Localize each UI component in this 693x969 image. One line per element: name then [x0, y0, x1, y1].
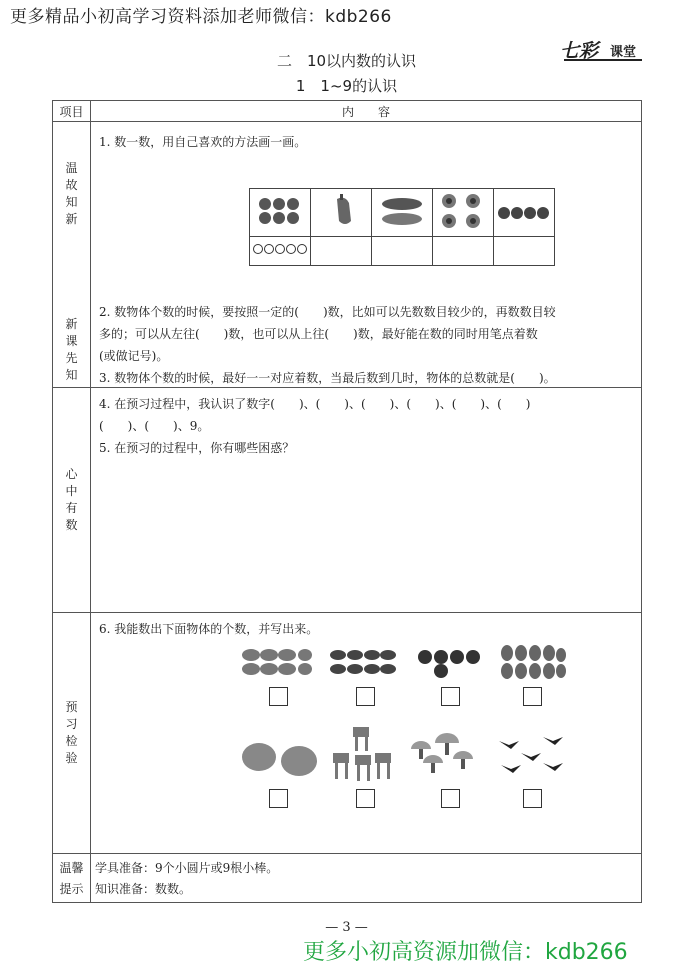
tips-line-1: 学具准备：9个小圆片或9根小棒。	[95, 861, 279, 875]
mushrooms-group-icon	[409, 731, 483, 779]
question-6: 6. 我能数出下面物体的个数，并写出来。	[99, 622, 319, 636]
swallows-group-icon	[497, 731, 567, 779]
header-col-item: 项目	[53, 101, 91, 122]
question-3: 3. 数物体个数的时候，最好一一对应着数，当最后数到几时，物体的总数就是( )。	[99, 371, 556, 385]
header-watermark: 更多精品小初高学习资料添加老师微信：kdb266	[10, 7, 392, 27]
pepper-cell	[311, 189, 372, 237]
question-5: 5. 在预习的过程中，你有哪些困惑？	[99, 441, 295, 455]
answer-cell-3[interactable]	[372, 237, 433, 266]
label-cell-check: 预 习 检 验	[53, 613, 91, 854]
crabs-group-icon	[329, 645, 397, 679]
question-4-line-2: ( )、( )、9。	[99, 419, 210, 433]
answer-cell-4[interactable]	[433, 237, 494, 266]
answer-box-mushrooms[interactable]	[441, 789, 460, 808]
apples-group-icon	[417, 645, 481, 679]
sunflowers-cell	[433, 189, 494, 237]
tomatoes-cell	[250, 189, 311, 237]
answer-cell-1[interactable]	[250, 237, 311, 266]
answer-cell-2[interactable]	[311, 237, 372, 266]
footer-watermark: 更多小初高资源加微信：kdb266	[303, 940, 628, 965]
answer-box-crabs[interactable]	[356, 687, 375, 706]
answer-box-swallows[interactable]	[523, 789, 542, 808]
label-cell-mind: 心 中 有 数	[53, 388, 91, 613]
label-cell-tips: 温馨 提示	[53, 854, 91, 903]
pears-group-icon	[499, 643, 567, 681]
brand-name: 七彩	[560, 40, 599, 62]
content-cell-review	[91, 122, 642, 388]
answer-box-hippos[interactable]	[269, 789, 288, 808]
hippos-group-icon	[239, 731, 321, 781]
content-cell-mind	[91, 388, 642, 613]
worksheet-table	[52, 100, 642, 903]
beets-cell	[494, 189, 555, 237]
counting-table	[249, 188, 555, 266]
question-2-line-1: 2. 数物体个数的时候，要按照一定的( )数，比如可以先数数目较少的，再数数目较	[99, 305, 556, 319]
answer-box-pears[interactable]	[523, 687, 542, 706]
lesson-title: 1 1~9的认识	[295, 77, 398, 95]
tips-line-2: 知识准备：数数。	[95, 882, 192, 896]
question-4-line-1: 4. 在预习过程中，我认识了数字( )、( )、( )、( )、( )、( )	[99, 397, 531, 411]
answer-box-apples[interactable]	[441, 687, 460, 706]
answer-box-deer[interactable]	[356, 789, 375, 808]
cucumbers-cell	[372, 189, 433, 237]
brand-sub: 课堂	[610, 45, 637, 60]
question-2-line-3: (或做记号)。	[99, 349, 169, 363]
answer-box-frogs[interactable]	[269, 687, 288, 706]
frogs-group-icon	[241, 645, 313, 679]
label-cell-review: 温 故 知 新 新 课 先 知	[53, 122, 91, 388]
answer-cell-5[interactable]	[494, 237, 555, 266]
chapter-title: 二 10以内数的认识	[276, 52, 417, 70]
header-col-content: 内 容	[91, 101, 642, 122]
question-2-line-2: 多的；可以从左往( )数，也可以从上往( )数，最好能在数的同时用笔点着数	[99, 327, 538, 341]
page-number: — 3 —	[325, 920, 368, 935]
content-cell-tips	[91, 854, 642, 903]
question-1: 1. 数一数，用自己喜欢的方法画一画。	[99, 135, 307, 149]
deer-group-icon	[329, 713, 395, 787]
content-cell-check	[91, 613, 642, 854]
